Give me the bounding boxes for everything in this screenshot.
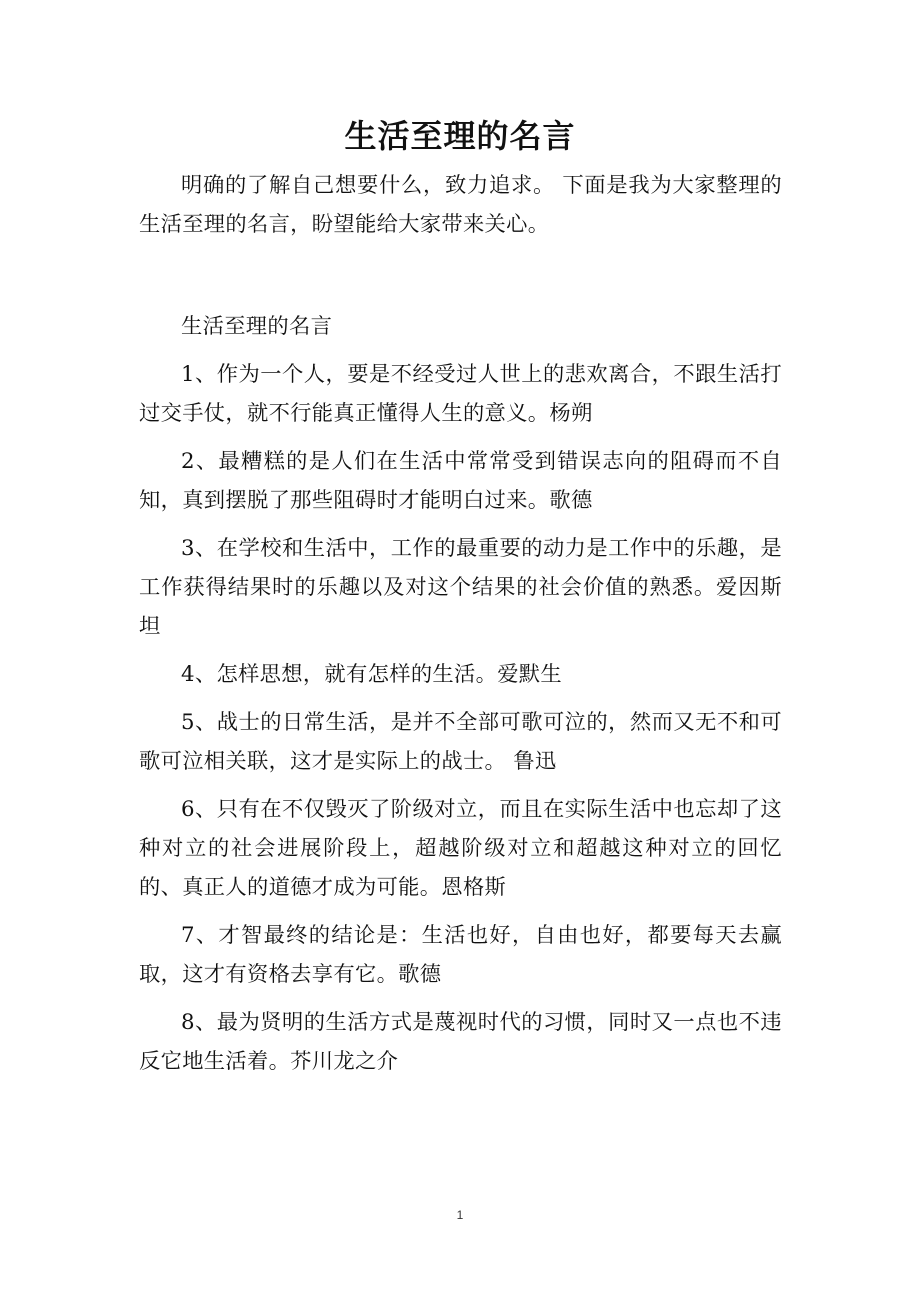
quote-paragraph: 3、在学校和生活中，工作的最重要的动力是工作中的乐趣，是工作获得结果时的乐趣以及对这个结果的社会价值的熟悉。爱因斯坦 <box>139 536 782 639</box>
document-title: 生活至理的名言 <box>344 117 576 155</box>
quote-paragraph: 6、只有在不仅毁灭了阶级对立，而且在实际生活中也忘却了这种对立的社会进展阶段上，超越阶级对立和超越这种对立的回忆的、真正人的道德才成为可能。恩格斯 <box>139 797 782 900</box>
intro-paragraph: 明确的了解自己想要什么，致力追求。 下面是我为大家整理的生活至理的名言，盼望能给大家带来关心。 <box>139 173 782 237</box>
paragraph-spacer <box>139 253 782 307</box>
page-number: 1 <box>456 1208 464 1222</box>
section-heading: 生活至理的名言 <box>181 314 333 339</box>
quote-paragraph: 2、最糟糕的是人们在生活中常常受到错误志向的阻碍而不自知，真到摆脱了那些阻碍时才能明白过来。歌德 <box>139 449 782 513</box>
quote-paragraph: 7、才智最终的结论是：生活也好，自由也好，都要每天去赢取，这才有资格去享有它。歌德 <box>139 923 782 987</box>
quote-paragraph: 1、作为一个人，要是不经受过人世上的悲欢离合，不跟生活打过交手仗，就不行能真正懂得人生的意义。杨朔 <box>139 362 782 426</box>
quote-paragraph: 4、怎样思想，就有怎样的生活。爱默生 <box>181 662 562 687</box>
document-body <box>139 166 782 1090</box>
quote-paragraph: 8、最为贤明的生活方式是蔑视时代的习惯，同时又一点也不违反它地生活着。芥川龙之介 <box>139 1010 782 1074</box>
quote-paragraph: 5、战士的日常生活，是并不全部可歌可泣的，然而又无不和可歌可泣相关联，这才是实际上的战士。 鲁迅 <box>139 710 782 774</box>
